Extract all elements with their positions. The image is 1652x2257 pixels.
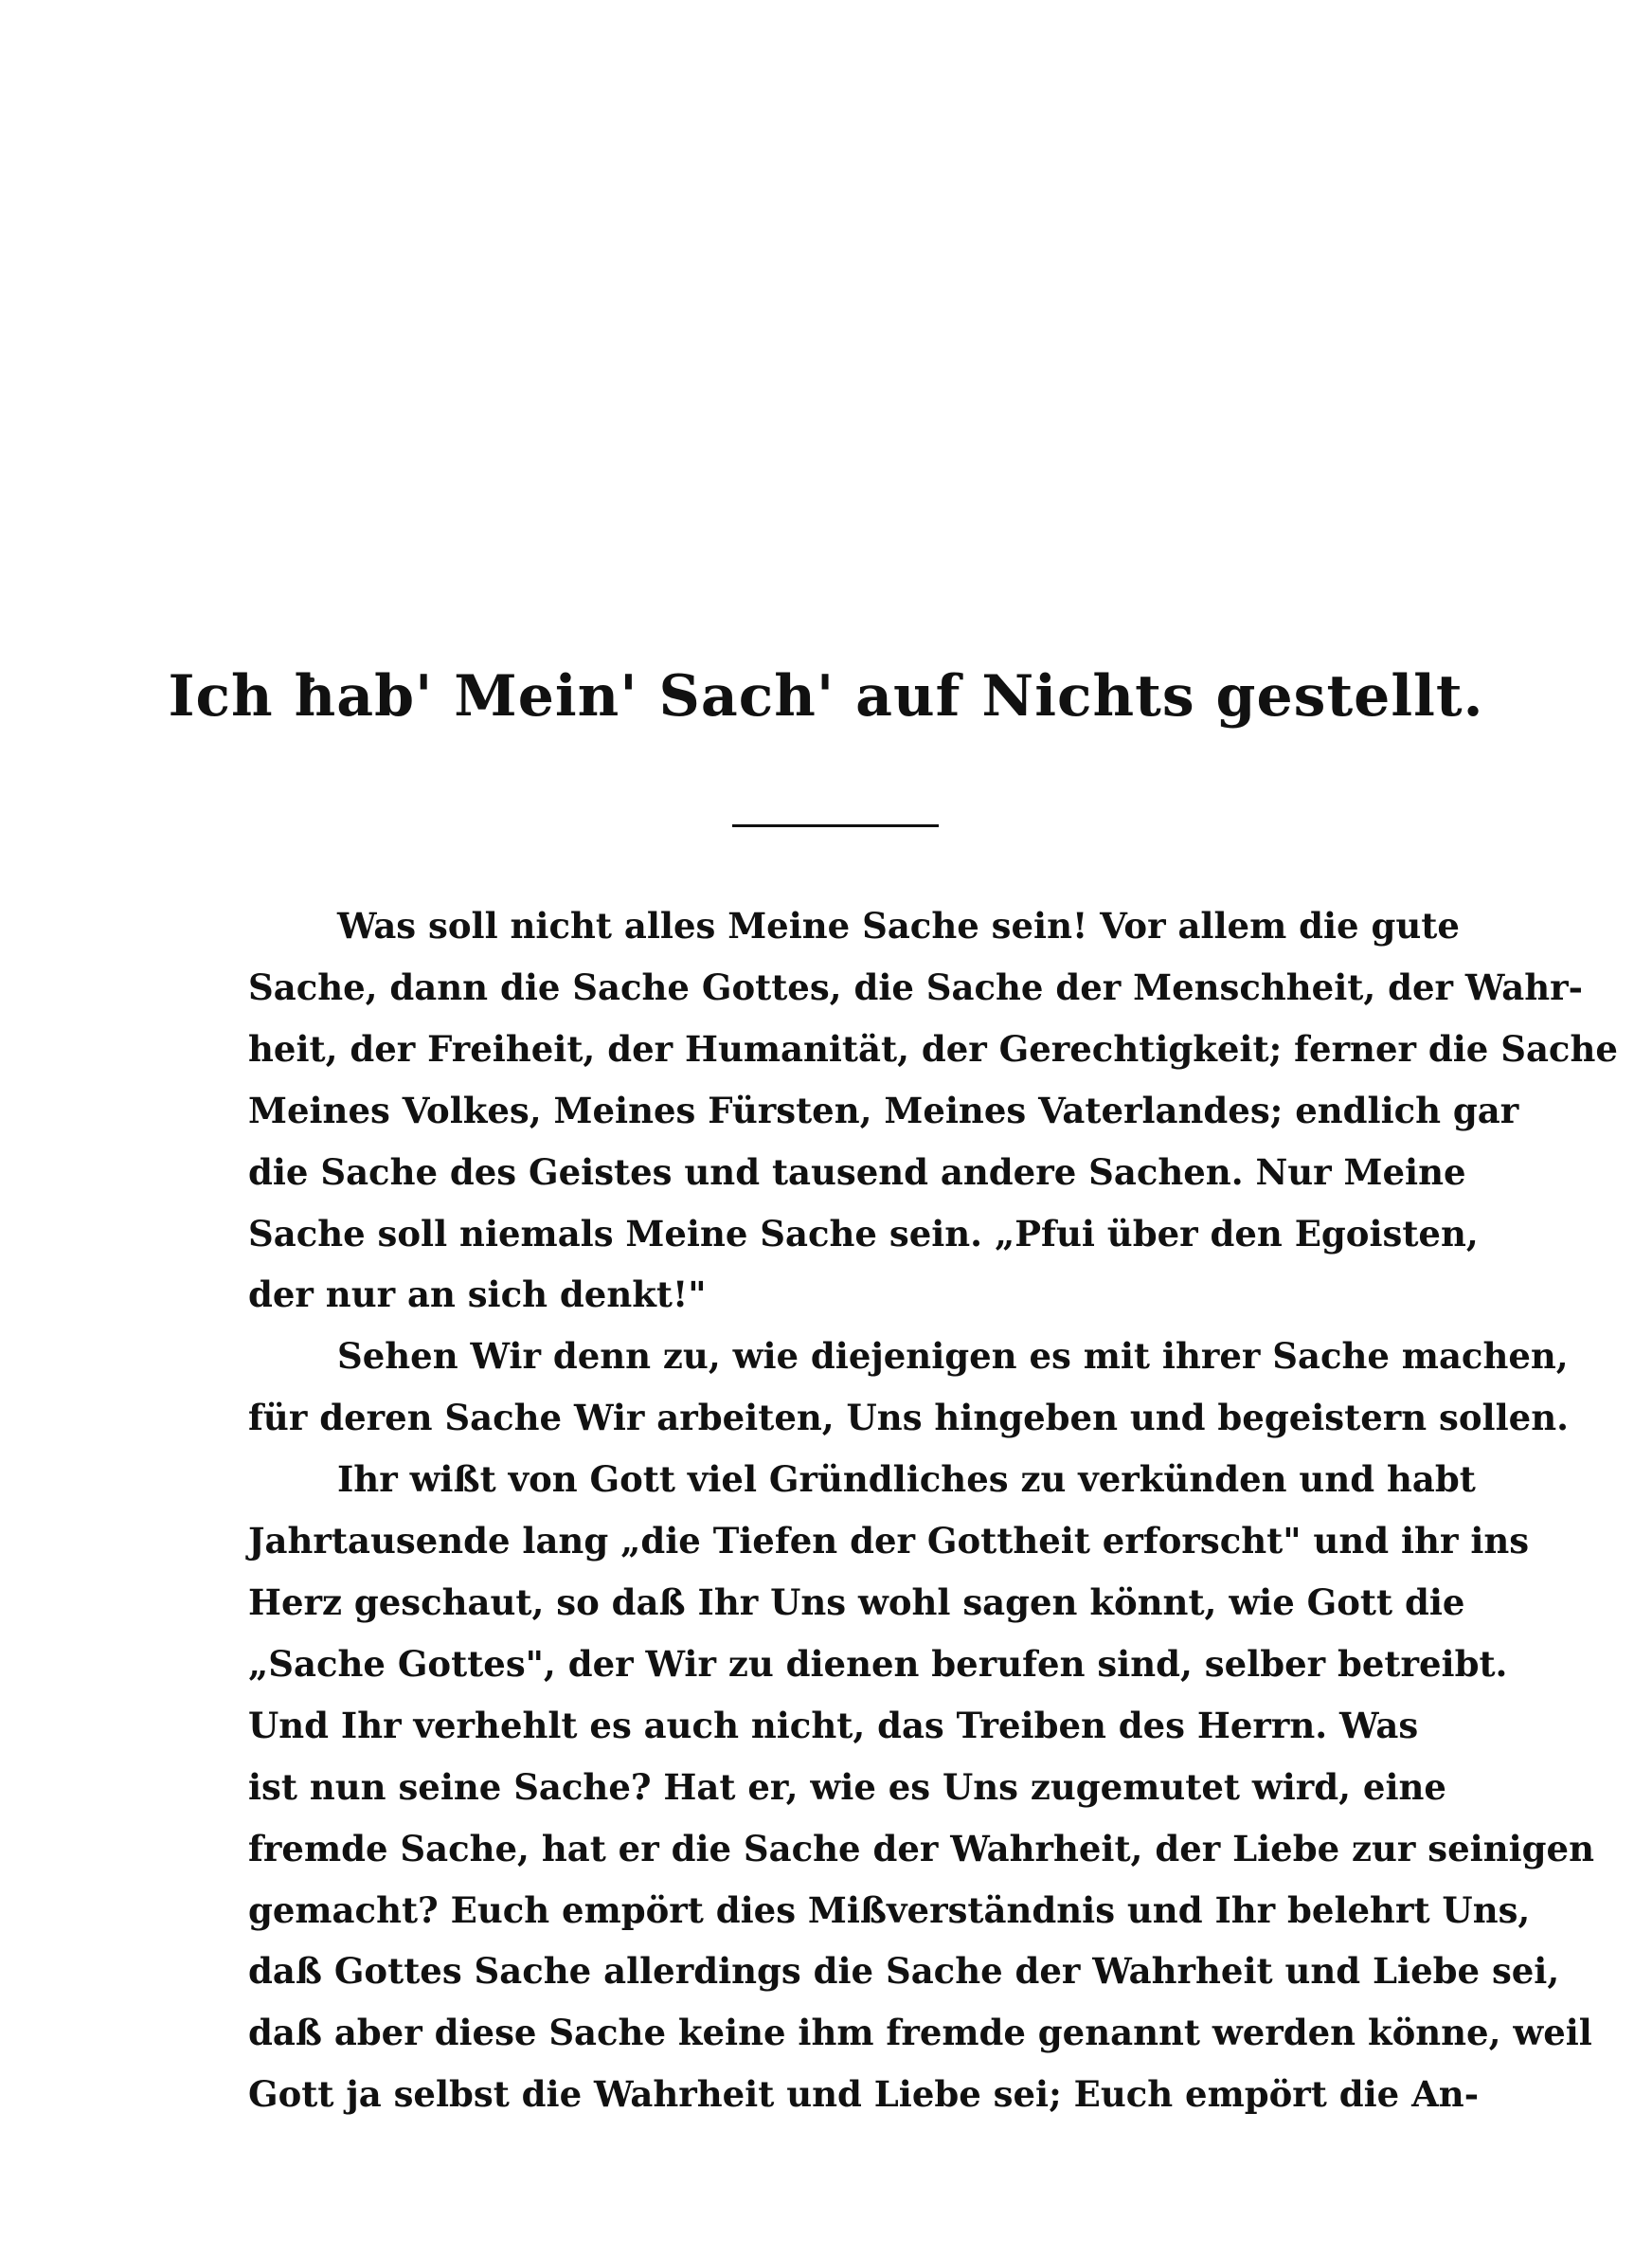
text-line: für deren Sache Wir arbeiten, Uns hingeben und begeistern sollen. <box>248 1397 1569 1439</box>
text-line: die Sache des Geistes und tausend andere Sachen. Nur Meine <box>248 1150 1466 1193</box>
text-line: der nur an sich denkt!" <box>248 1273 707 1316</box>
text-line: Was soll nicht alles Meine Sache sein! Vor allem die gute <box>337 905 1460 947</box>
text-line: Herz geschaut, so daß Ihr Uns wohl sagen könnt, wie Gott die <box>248 1580 1465 1623</box>
text-line: gemacht? Euch empört dies Mißverständnis und Ihr belehrt Uns, <box>248 1888 1531 1931</box>
text-line: Meines Volkes, Meines Fürsten, Meines Vaterlandes; endlich gar <box>248 1089 1519 1131</box>
title-divider <box>732 824 939 827</box>
text-line: Sache, dann die Sache Gottes, die Sache der Menschheit, der Wahr- <box>248 966 1583 1008</box>
chapter-title: Ich hab' Mein' Sach' auf Nichts gestellt. <box>168 663 1484 730</box>
text-line: heit, der Freiheit, der Humanität, der Gerechtigkeit; ferner die Sache <box>248 1027 1618 1070</box>
text-line: Und Ihr verhehlt es auch nicht, das Treiben des Herrn. Was <box>248 1704 1419 1746</box>
text-line: daß Gottes Sache allerdings die Sache der Wahrheit und Liebe sei, <box>248 1950 1560 1993</box>
text-line: Ihr wißt von Gott viel Gründliches zu verkünden und habt <box>337 1458 1476 1501</box>
text-line: Sache soll niemals Meine Sache sein. „Pfui über den Egoisten, <box>248 1212 1479 1255</box>
text-line: Gott ja selbst die Wahrheit und Liebe sei; Euch empört die An- <box>248 2073 1480 2116</box>
text-line: Sehen Wir denn zu, wie diejenigen es mit ihrer Sache machen, <box>337 1335 1569 1378</box>
text-line: fremde Sache, hat er die Sache der Wahrheit, der Liebe zur seinigen <box>248 1827 1594 1869</box>
text-line: daß aber diese Sache keine ihm fremde genannt werden könne, weil <box>248 2012 1592 2054</box>
body-text <box>248 895 1618 2125</box>
text-line: „Sache Gottes", der Wir zu dienen berufen sind, selber betreibt. <box>248 1642 1508 1685</box>
text-line: ist nun seine Sache? Hat er, wie es Uns zugemutet wird, eine <box>248 1765 1446 1808</box>
text-line: Jahrtausende lang „die Tiefen der Gottheit erforscht" und ihr ins <box>248 1520 1530 1562</box>
